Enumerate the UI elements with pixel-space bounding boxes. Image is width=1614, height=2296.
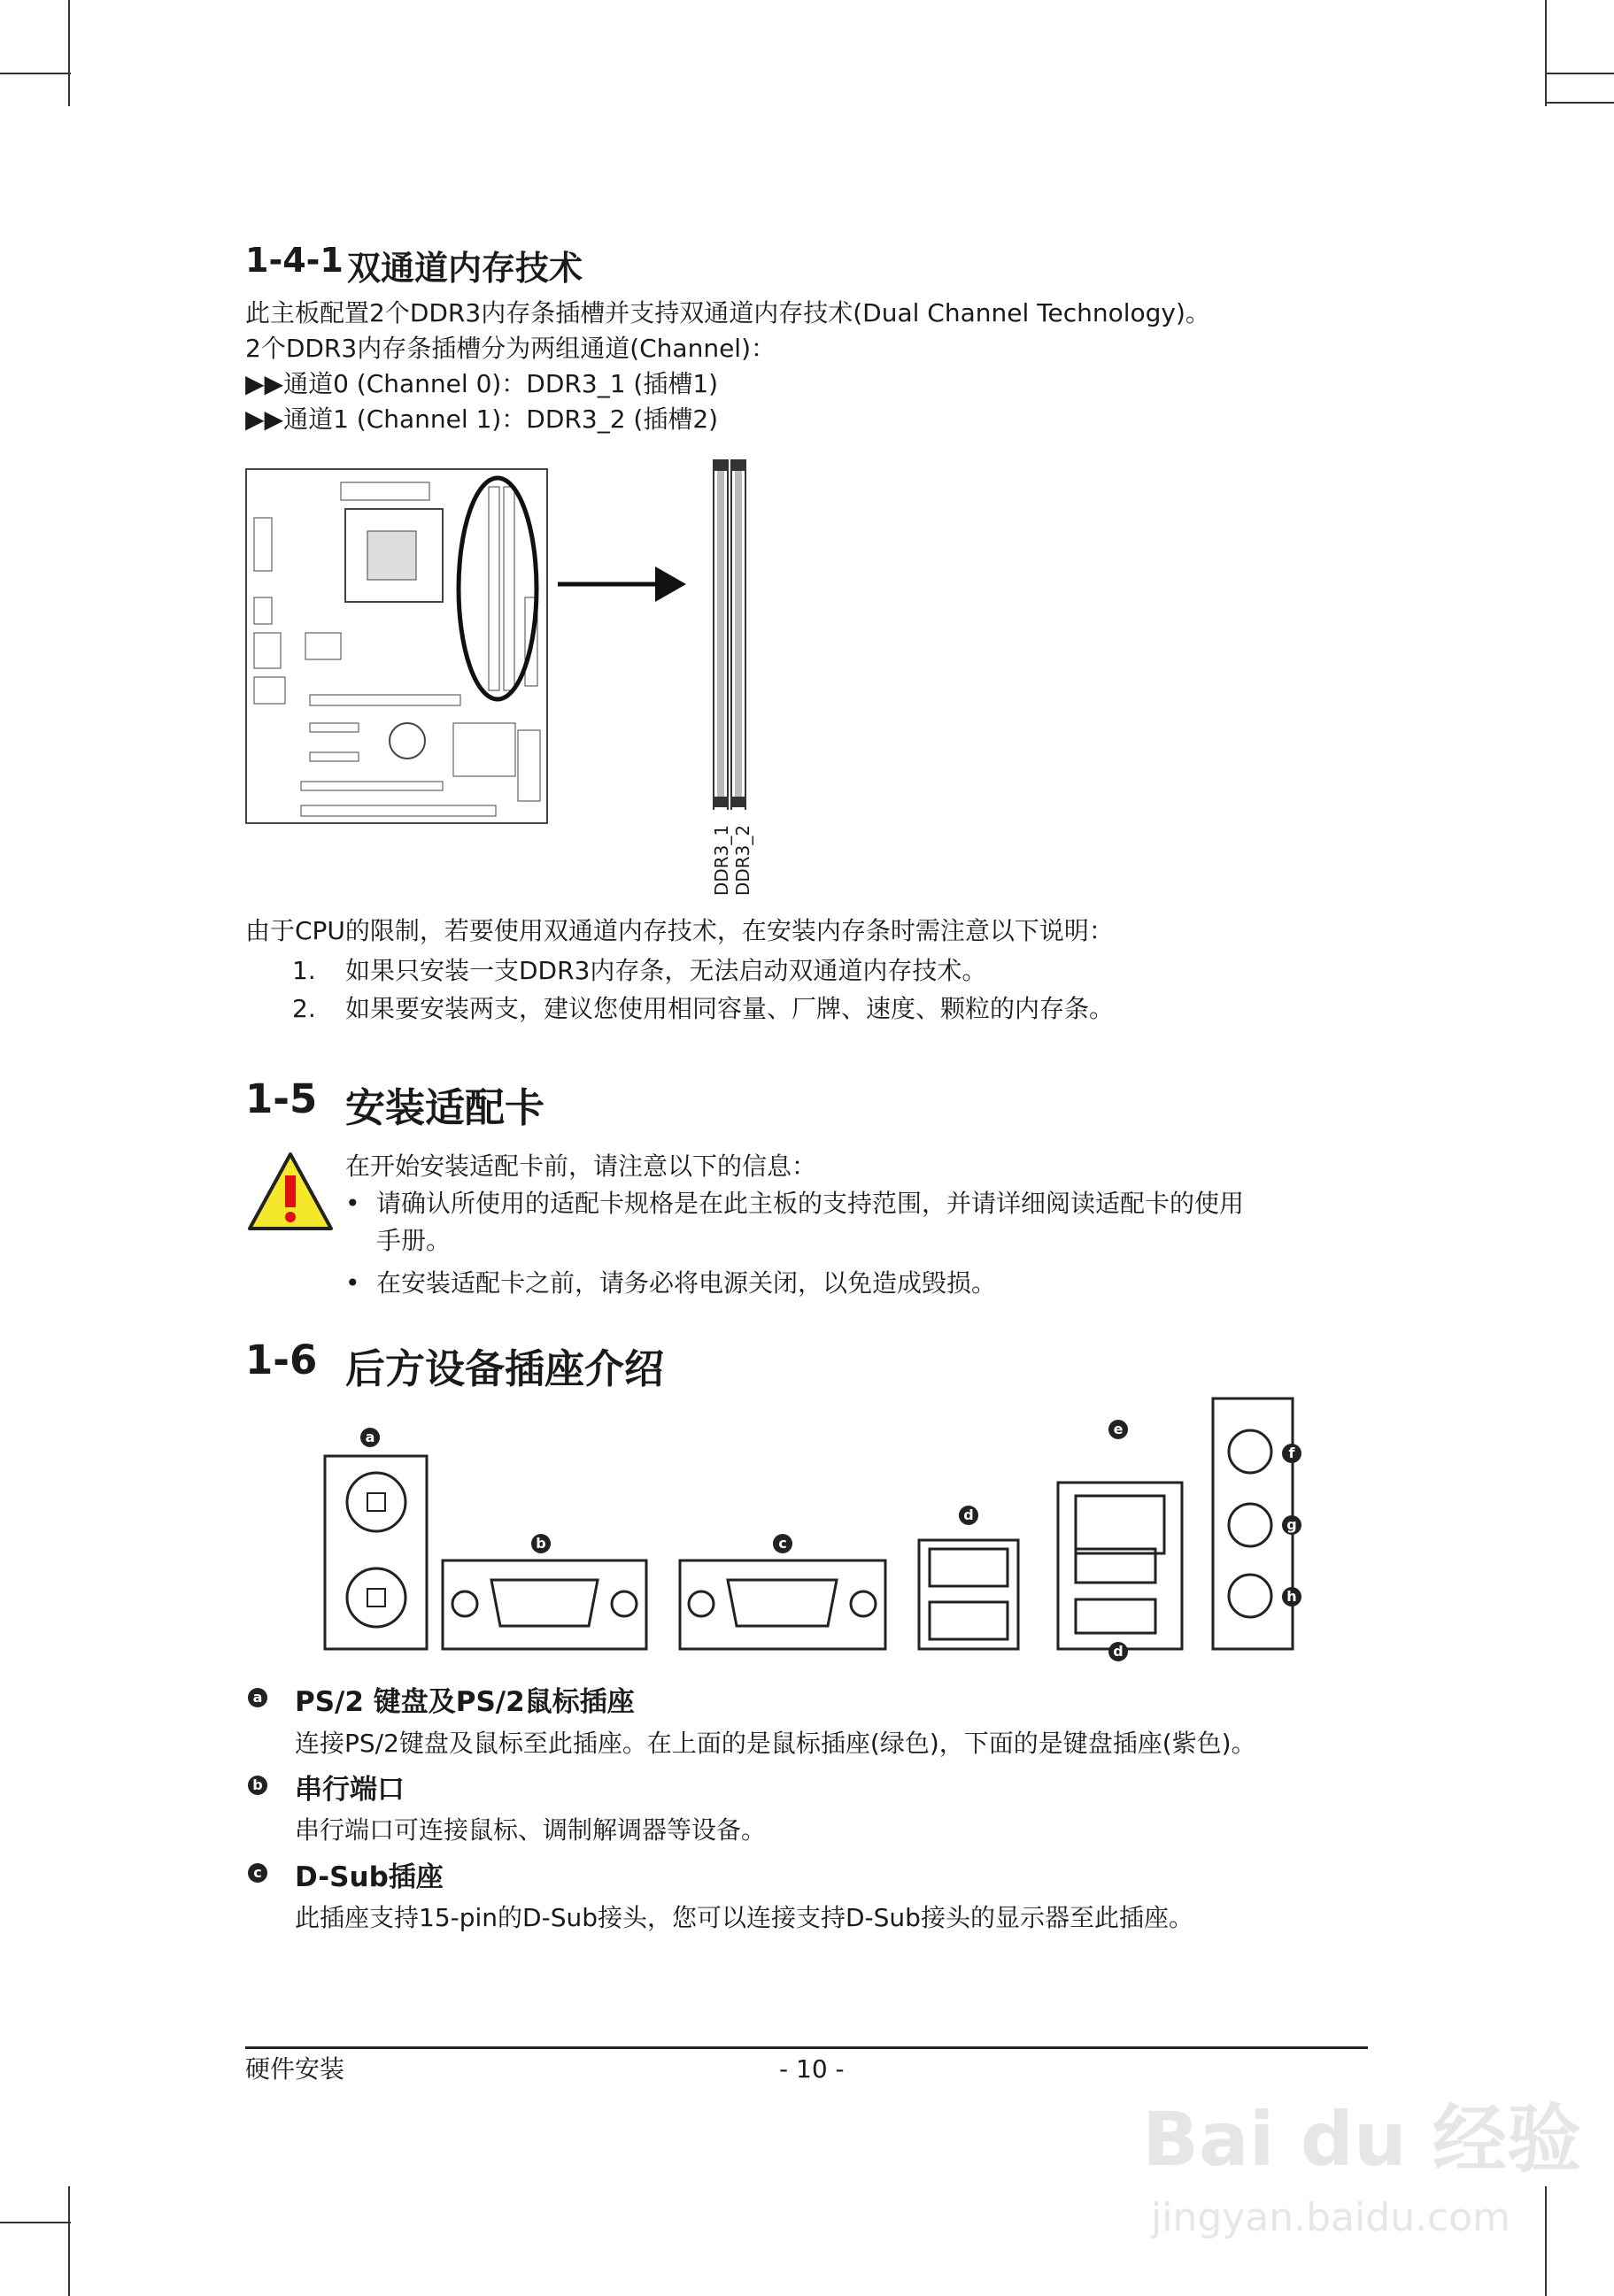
channel-item: ▶▶通道1 (Channel 1)：DDR3_2 (插槽2) [245, 404, 719, 434]
paragraph: 2个DDR3内存条插槽分为两组通道(Channel)： [245, 334, 776, 363]
list-item: 如果要安装两支，建议您使用相同容量、厂牌、速度、颗粒的内存条。 [345, 994, 1115, 1023]
list-number: 2. [292, 994, 316, 1023]
section-title: 后方设备插座介绍 [345, 1345, 665, 1392]
note-paragraph: 由于CPU的限制，若要使用双通道内存技术，在安装内存条时需注意以下说明： [245, 916, 1114, 945]
item-title: PS/2 键盘及PS/2鼠标插座 [295, 1686, 635, 1718]
label-d-marker: d [1108, 1642, 1128, 1661]
slot-label-ddr3-1: DDR3_1 [711, 824, 733, 897]
crop-mark [68, 0, 70, 106]
label-g-marker: g [1282, 1515, 1301, 1535]
double-arrow-icon: ▶▶ [245, 369, 284, 398]
double-arrow-icon: ▶▶ [245, 404, 284, 434]
section-number: 1-5 [245, 1075, 318, 1122]
label-f-marker: f [1282, 1444, 1301, 1463]
crop-mark [1545, 73, 1614, 74]
slot-label-ddr3-2: DDR3_2 [732, 824, 754, 897]
crop-mark [1545, 0, 1547, 106]
label-c-marker: c [773, 1534, 792, 1553]
crop-mark [1545, 2186, 1547, 2296]
paragraph: 此主板配置2个DDR3内存条插槽并支持双通道内存技术(Dual Channel Technology)。 [245, 298, 1210, 327]
item-text: 串行端口可连接鼠标、调制解调器等设备。 [295, 1815, 767, 1845]
footer-section: 硬件安装 [245, 2054, 345, 2084]
section-title: 双通道内存技术 [347, 249, 583, 288]
item-text: 此插座支持15-pin的D-Sub接头，您可以连接支持D-Sub接头的显示器至此插座。 [295, 1903, 1193, 1932]
bullet-item-continued: 手册。 [376, 1226, 452, 1255]
list-number: 1. [292, 956, 316, 985]
section-number: 1-4-1 [245, 241, 344, 280]
baidu-watermark-logo: Bai du 经验 [1142, 2096, 1581, 2183]
bullet-mark: • [345, 1189, 360, 1218]
label-b-marker: b [248, 1776, 267, 1795]
baidu-watermark-url: jingyan.baidu.com [1151, 2195, 1511, 2240]
section-number: 1-6 [245, 1337, 318, 1383]
label-c-marker: c [248, 1863, 267, 1883]
list-item: 如果只安装一支DDR3内存条，无法启动双通道内存技术。 [345, 956, 987, 985]
motherboard-diagram [243, 465, 757, 828]
crop-mark [1545, 102, 1614, 104]
slot-labels [711, 824, 766, 898]
bullet-mark: • [345, 1268, 360, 1298]
section-title: 安装适配卡 [345, 1084, 545, 1131]
rear-panel-diagram [319, 1394, 1310, 1660]
item-title: D-Sub插座 [295, 1861, 444, 1893]
label-e-marker: e [1108, 1420, 1128, 1439]
label-h-marker: h [1282, 1587, 1301, 1606]
warning-icon [246, 1151, 335, 1232]
page-number: - 10 - [779, 2054, 845, 2084]
paragraph: 在开始安装适配卡前，请注意以下的信息： [345, 1152, 817, 1181]
label-a-marker: a [360, 1428, 380, 1447]
label-a-marker: a [248, 1688, 267, 1707]
footer-rule [245, 2046, 1368, 2049]
bullet-item: 在安装适配卡之前，请务必将电源关闭，以免造成毁损。 [376, 1268, 997, 1298]
ddr3-slots-diagram [708, 456, 761, 810]
bullet-item: 请确认所使用的适配卡规格是在此主板的支持范围，并请详细阅读适配卡的使用 [376, 1189, 1245, 1218]
item-title: 串行端口 [295, 1774, 405, 1806]
channel-item: ▶▶通道0 (Channel 0)：DDR3_1 (插槽1) [245, 369, 719, 398]
crop-mark [0, 73, 71, 74]
label-b-marker: b [531, 1534, 551, 1553]
crop-mark [68, 2186, 70, 2296]
crop-mark [0, 2222, 71, 2223]
label-d-marker: d [959, 1506, 978, 1525]
item-text: 连接PS/2键盘及鼠标至此插座。在上面的是鼠标插座(绿色)，下面的是键盘插座(紫色)。 [295, 1729, 1256, 1758]
